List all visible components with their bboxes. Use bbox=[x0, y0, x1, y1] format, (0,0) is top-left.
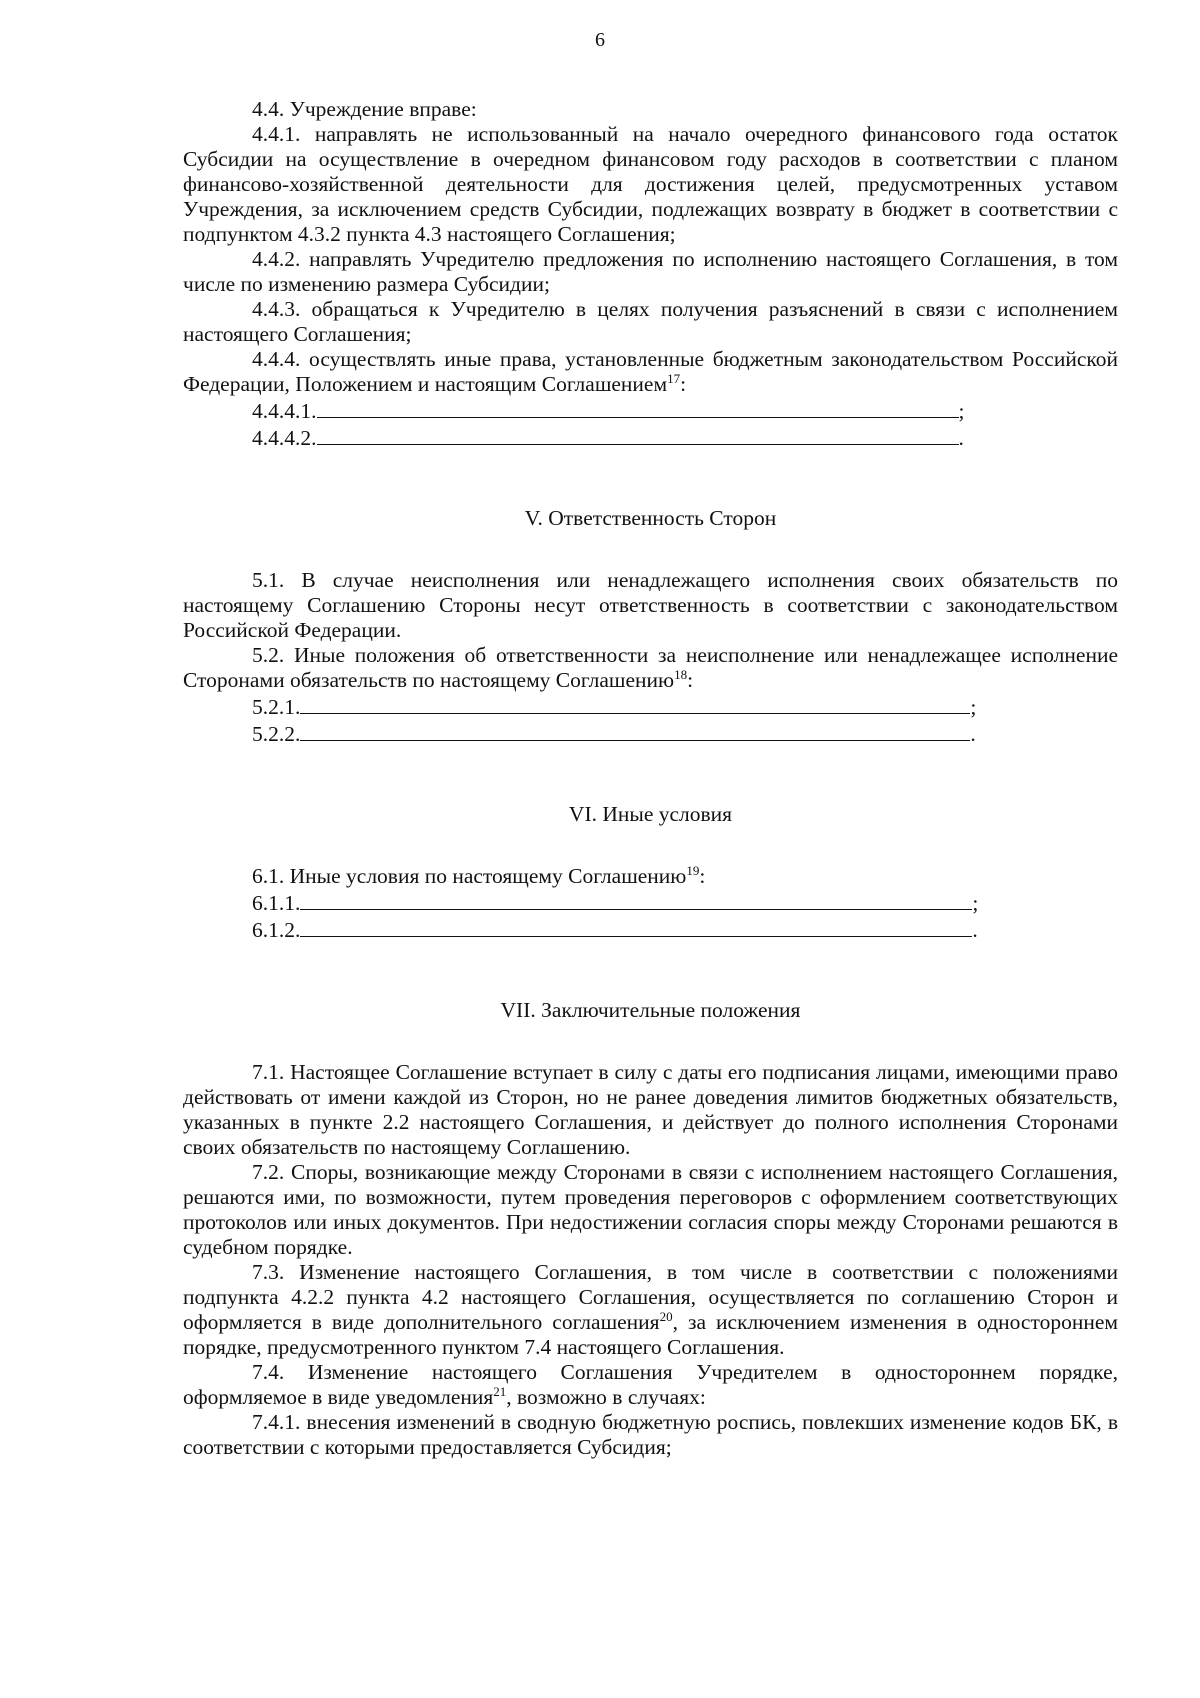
paragraph-5-2 bbox=[183, 643, 1118, 693]
fill-in-line bbox=[300, 693, 970, 714]
paragraph-7-3-text: 7.3. Изменение настоящего Соглашения, в том числе в соответствии с положениями подпункта 4.2.2 пункта 4.2 настоящего Соглашения, осуществляется по соглашению Сторон и оформляется в виде дополнительного соглашения bbox=[183, 1260, 1118, 1334]
blank-end-5-2-1: ; bbox=[970, 695, 977, 719]
blank-line-5-2-1 bbox=[183, 693, 1118, 720]
blank-line-4-4-4-2 bbox=[183, 424, 1118, 451]
blank-end-4-4-4-1: ; bbox=[958, 399, 965, 423]
paragraph-6-1-text: 6.1. Иные условия по настоящему Соглашению bbox=[252, 864, 687, 888]
paragraph-7-2: 7.2. Споры, возникающие между Сторонами в связи с исполнением настоящего Соглашения, решаются ими, по возможности, путем проведения переговоров с оформлением соответствующих протоколов или иных документов. При недостижении согласия споры между Сторонами решаются в судебном порядке. bbox=[183, 1160, 1118, 1259]
paragraph-7-4-1: 7.4.1. внесения изменений в сводную бюджетную роспись, повлекших изменение кодов БК, в соответствии с которыми предоставляется Субсидия; bbox=[183, 1410, 1118, 1459]
paragraph-5-2-colon: : bbox=[687, 668, 694, 692]
footnote-ref-18: 18 bbox=[674, 666, 688, 682]
page-number: 6 bbox=[595, 29, 605, 51]
fill-in-line bbox=[300, 916, 972, 937]
paragraph-4-4: 4.4. Учреждение вправе: bbox=[252, 97, 477, 121]
paragraph-4-4-2: 4.4.2. направлять Учредителю предложения по исполнению настоящего Соглашения, в том числе по изменению размера Субсидии; bbox=[183, 247, 1118, 296]
blank-end-5-2-2: . bbox=[970, 722, 976, 746]
paragraph-7-4-text-end: , возможно в случаях: bbox=[506, 1385, 706, 1409]
paragraph-5-2-text: 5.2. Иные положения об ответственности за неисполнение или ненадлежащее исполнение Сторонами обязательств по настоящему Соглашению bbox=[183, 643, 1118, 692]
blank-line-6-1-1 bbox=[183, 889, 1118, 916]
paragraph-7-4 bbox=[183, 1360, 1118, 1410]
paragraph-7-3-text-end: , за исключением изменения в одностороннем порядке, предусмотренного пунктом 7.4 настоящего Соглашения. bbox=[183, 1310, 1118, 1359]
footnote-ref-20: 20 bbox=[659, 1308, 673, 1324]
paragraph-7-3 bbox=[183, 1260, 1118, 1360]
blank-label-6-1-2: 6.1.2. bbox=[252, 918, 301, 942]
blank-end-4-4-4-2: . bbox=[958, 426, 964, 450]
section-heading-5: V. Ответственность Сторон bbox=[524, 506, 777, 530]
footnote-ref-19: 19 bbox=[686, 862, 700, 878]
fill-in-line bbox=[300, 720, 970, 741]
blank-line-4-4-4-1 bbox=[183, 397, 1118, 424]
blank-label-4-4-4-1: 4.4.4.1. bbox=[252, 399, 317, 423]
fill-in-line bbox=[317, 424, 959, 445]
paragraph-6-1-colon: : bbox=[699, 864, 706, 888]
blank-label-5-2-1: 5.2.1. bbox=[252, 695, 301, 719]
footnote-ref-21: 21 bbox=[493, 1383, 507, 1399]
blank-line-6-1-2 bbox=[183, 916, 1118, 943]
section-heading-6: VI. Иные условия bbox=[568, 802, 733, 826]
paragraph-7-1: 7.1. Настоящее Соглашение вступает в силу с даты его подписания лицами, имеющими право действовать от имени каждой из Сторон, но не ранее доведения лимитов бюджетных обязательств, указанных в пункте 2.2 настоящего Соглашения, и действует до полного исполнения Сторонами своих обязательств по настоящему Соглашению. bbox=[183, 1060, 1118, 1159]
blank-end-6-1-1: ; bbox=[972, 891, 979, 915]
document-body bbox=[183, 97, 1118, 1460]
paragraph-4-4-4-colon: : bbox=[680, 372, 687, 396]
blank-end-6-1-2: . bbox=[972, 918, 978, 942]
paragraph-5-1: 5.1. В случае неисполнения или ненадлежащего исполнения своих обязательств по настоящему Соглашению Стороны несут ответственность в соответствии с законодательством Российской Федерации. bbox=[183, 568, 1118, 642]
blank-label-5-2-2: 5.2.2. bbox=[252, 722, 301, 746]
paragraph-4-4-4 bbox=[183, 347, 1118, 397]
fill-in-line bbox=[317, 397, 959, 418]
paragraph-6-1 bbox=[183, 864, 1118, 889]
blank-label-4-4-4-2: 4.4.4.2. bbox=[252, 426, 317, 450]
paragraph-4-4-1: 4.4.1. направлять не использованный на начало очередного финансового года остаток Субсидии на осуществление в очередном финансовом году расходов в соответствии с планом финансово-хозяйственной деятельности для достижения целей, предусмотренных уставом Учреждения, за исключением средств Субсидии, подлежащих возврату в бюджет в соответствии с подпунктом 4.3.2 пункта 4.3 настоящего Соглашения; bbox=[183, 122, 1118, 246]
blank-line-5-2-2 bbox=[183, 720, 1118, 747]
paragraph-7-4-text: 7.4. Изменение настоящего Соглашения Учредителем в одностороннем порядке, оформляемое в виде уведомления bbox=[183, 1360, 1118, 1409]
paragraph-4-4-4-text: 4.4.4. осуществлять иные права, установленные бюджетным законодательством Российской Федерации, Положением и настоящим Соглашением bbox=[183, 347, 1118, 396]
section-heading-7: VII. Заключительные положения bbox=[500, 998, 801, 1022]
paragraph-4-4-3: 4.4.3. обращаться к Учредителю в целях получения разъяснений в связи с исполнением настоящего Соглашения; bbox=[183, 297, 1118, 346]
footnote-ref-17: 17 bbox=[667, 370, 681, 386]
fill-in-line bbox=[300, 889, 972, 910]
blank-label-6-1-1: 6.1.1. bbox=[252, 891, 301, 915]
